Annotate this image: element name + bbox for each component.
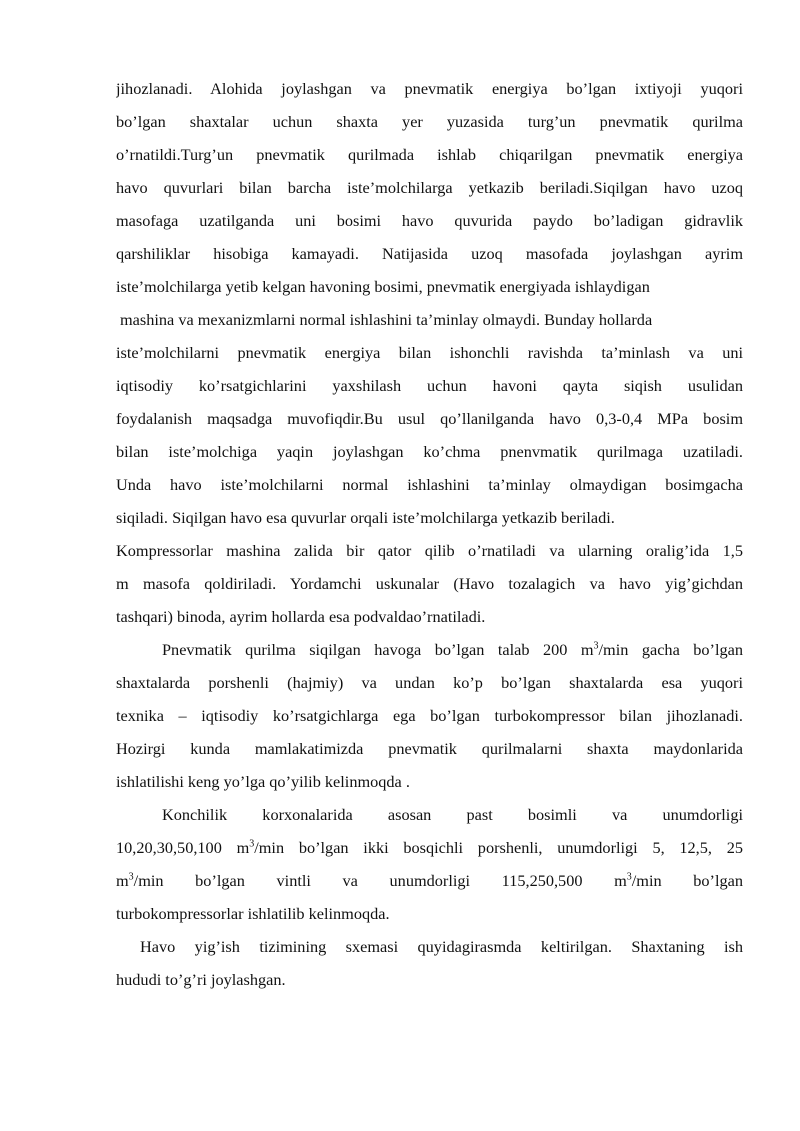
text-line: iste’molchilarni pnevmatik energiya bilan ishonchli ravishda ta’minlash va uni: [116, 343, 743, 362]
text-run: Pnevmatik qurilma siqilgan havoga bo’lgan talab 200 m: [162, 640, 594, 659]
paragraph-4: [116, 930, 743, 996]
text-line: [116, 864, 743, 897]
text-line: bo’lgan shaxtalar uchun shaxta yer yuzasida turg’un pnevmatik qurilma: [116, 112, 743, 131]
text-line: turbokompressorlar ishlatilib kelinmoqda.: [116, 904, 390, 923]
text-line: siqiladi. Siqilgan havo esa quvurlar orqali iste’molchilarga yetkazib beriladi.: [116, 508, 615, 527]
superscript: 3: [249, 838, 255, 850]
text-run: /min bo’lgan: [631, 871, 743, 890]
text-line: iqtisodiy ko’rsatgichlarini yaxshilash uchun havoni qayta siqish usulidan: [116, 376, 743, 395]
text-line: [116, 831, 743, 864]
text-line: masofaga uzatilganda uni bosimi havo quvurida paydo bo’ladigan gidravlik: [116, 211, 743, 230]
paragraph-1: [116, 72, 743, 633]
superscript: 3: [593, 640, 599, 652]
paragraph-2: [116, 633, 743, 798]
text-line: Havo yig’ish tizimining sxemasi quyidagirasmda keltirilgan. Shaxtaning ish: [140, 937, 743, 956]
text-line: Hozirgi kunda mamlakatimizda pnevmatik qurilmalarni shaxta maydonlarida: [116, 739, 743, 758]
text-line: Unda havo iste’molchilarni normal ishlashini ta’minlay olmaydigan bosimgacha: [116, 475, 743, 494]
text-line: jihozlanadi. Alohida joylashgan va pnevmatik energiya bo’lgan ixtiyoji yuqori: [116, 79, 743, 98]
paragraph-3: [116, 798, 743, 930]
text-line: texnika – iqtisodiy ko’rsatgichlarga ega bo’lgan turbokompressor bilan jihozlanadi.: [116, 706, 743, 725]
text-line: Kompressorlar mashina zalida bir qator qilib o’rnatiladi va ularning oralig’ida 1,5: [116, 541, 743, 560]
text-line: bilan iste’molchiga yaqin joylashgan ko’chma pnenvmatik qurilmaga uzatiladi.: [116, 442, 743, 461]
superscript: 3: [626, 871, 632, 883]
text-run: m: [116, 871, 129, 890]
text-run: /min bo’lgan vintli va unumdorligi 115,250,500 m: [133, 871, 627, 890]
text-line: havo quvurlari bilan barcha iste’molchilarga yetkazib beriladi.Siqilgan havo uzoq: [116, 178, 743, 197]
text-line: m masofa qoldiriladi. Yordamchi uskunalar (Havo tozalagich va havo yig’gichdan: [116, 574, 743, 593]
text-run: 10,20,30,50,100 m: [116, 838, 250, 857]
text-line: shaxtalarda porshenli (hajmiy) va undan ko’p bo’lgan shaxtalarda esa yuqori: [116, 673, 743, 692]
text-line: qarshiliklar hisobiga kamayadi. Natijasida uzoq masofada joylashgan ayrim: [116, 244, 743, 263]
text-line: foydalanish maqsadga muvofiqdir.Bu usul qo’llanilganda havo 0,3-0,4 MPa bosim: [116, 409, 743, 428]
text-line: Konchilik korxonalarida asosan past bosimli va unumdorligi: [162, 805, 743, 824]
text-line: o’rnatildi.Turg’un pnevmatik qurilmada ishlab chiqarilgan pnevmatik energiya: [116, 145, 743, 164]
text-run: /min gacha bo’lgan: [598, 640, 743, 659]
text-line: iste’molchilarga yetib kelgan havoning bosimi, pnevmatik energiyada ishlaydigan: [116, 277, 650, 296]
text-line: ishlatilishi keng yo’lga qo’yilib kelinmoqda .: [116, 772, 410, 791]
text-line: mashina va mexanizmlarni normal ishlashini ta’minlay olmaydi. Bunday hollarda: [120, 310, 653, 329]
text-line: [116, 633, 743, 666]
superscript: 3: [128, 871, 134, 883]
text-run: /min bo’lgan ikki bosqichli porshenli, unumdorligi 5, 12,5, 25: [254, 838, 743, 857]
text-line: hududi to’g’ri joylashgan.: [116, 970, 286, 989]
text-line: tashqari) binoda, ayrim hollarda esa podvaldao’rnatiladi.: [116, 607, 486, 626]
